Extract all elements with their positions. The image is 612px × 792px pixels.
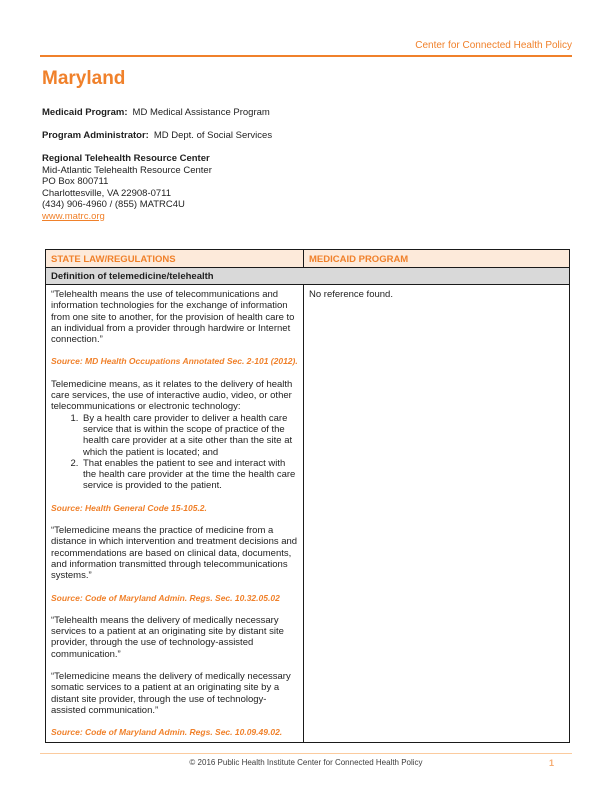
column-header-state-law: STATE LAW/REGULATIONS [46, 250, 304, 268]
telemedicine-definition-list [51, 413, 298, 492]
telemedicine-somatic-para: “Telemedicine means the delivery of medically necessary somatic services to a patient at an originating site by a distant site provider, through the use of technology-assisted communication.” [51, 671, 291, 716]
telemedicine-definition-intro: Telemedicine means, as it relates to the delivery of health care services, the use of interactive audio, video, or other telecommunications or electronic technology: [51, 378, 293, 413]
page-number: 1 [549, 758, 555, 768]
source-citation-occupations: Source: MD Health Occupations Annotated Sec. 2-101 (2012). [51, 356, 298, 367]
list-item: 2. That enables the patient to see and interact with the health care provider at the time the health care service is provided to the patient. [81, 458, 298, 492]
source-citation-comar-1009: Source: Code of Maryland Admin. Regs. Sec. 10.09.49.02. [51, 727, 283, 738]
source-citation-comar-1032: Source: Code of Maryland Admin. Regs. Sec. 10.32.05.02 [51, 592, 280, 603]
telehealth-resource-center-block [42, 153, 212, 222]
medicaid-program-line [42, 107, 270, 119]
rtrc-pobox-line: PO Box 800711 [42, 176, 109, 187]
section-header-definition: Definition of telemedicine/telehealth [46, 268, 569, 285]
state-law-cell [46, 285, 304, 742]
program-admin-value: MD Dept. of Social Services [153, 130, 273, 141]
telemedicine-practice-para: “Telemedicine means the practice of medicine from a distance in which intervention and treatment decisions and recommendations are based on clinical data, documents, and information transmitted through telecommunications systems.” [51, 525, 298, 582]
no-reference-text: No reference found. [309, 289, 393, 300]
matrc-website-link[interactable]: www.matrc.org [42, 210, 105, 222]
source-citation-health-general: Source: Health General Code 15-105.2. [51, 502, 207, 513]
program-admin-label: Program Administrator: [42, 130, 149, 141]
medicaid-program-value: MD Medical Assistance Program [132, 107, 270, 118]
telehealth-delivery-para: “Telehealth means the delivery of medically necessary services to a patient at an originating site by distant site provider, through the use of technology-assisted communication.” [51, 614, 284, 660]
medicaid-program-label: Medicaid Program: [42, 107, 128, 118]
footer-copyright: © 2016 Public Health Institute Center for Connected Health Policy [189, 758, 423, 767]
telehealth-definition-para: “Telehealth means the use of telecommunications and information technologies for the exchange of information from one site to another, for the provision of health care to an individual from a provider through hardwire or Internet connection.” [51, 289, 295, 346]
rtrc-city-line: Charlottesville, VA 22908-0711 [42, 187, 172, 199]
law-medicaid-table [45, 249, 570, 743]
rtrc-phone-line: (434) 906-4960 / (855) MATRC4U [42, 199, 185, 210]
column-header-medicaid-program: MEDICAID PROGRAM [304, 250, 569, 268]
rtrc-heading: Regional Telehealth Resource Center [42, 153, 210, 164]
page-title: Maryland [42, 68, 126, 89]
list-item: 1. By a health care provider to deliver a health care service that is within the scope of practice of the health care provider at a site other than the site at which the patient is located; and [81, 413, 298, 458]
footer-rule [40, 753, 572, 754]
header-brand: Center for Connected Health Policy [415, 40, 572, 51]
program-admin-line [42, 130, 272, 142]
rtrc-org-line: Mid-Atlantic Telehealth Resource Center [42, 164, 212, 176]
medicaid-program-cell [304, 285, 569, 742]
header-rule [40, 55, 572, 57]
